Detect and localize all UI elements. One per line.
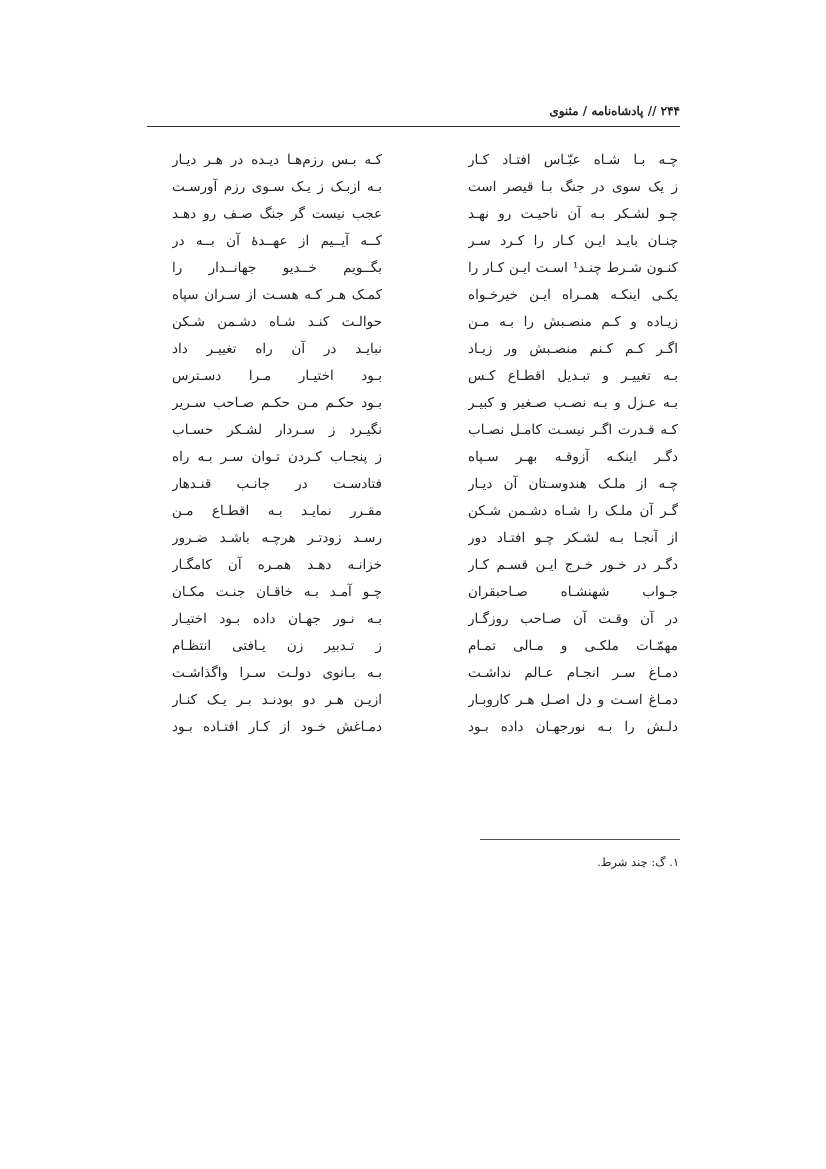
verse-line bbox=[160, 393, 680, 420]
second-hemistich: ز پنجـاب کـردن تـوان سـر بـه راه bbox=[172, 449, 382, 465]
first-hemistich: چنـان بایـد ایـن کـار را کـرد سـر bbox=[468, 233, 678, 249]
second-hemistich: بـه ازبـک ز یـک سـوی رزم آورسـت bbox=[172, 179, 382, 195]
verse-line bbox=[160, 258, 680, 285]
second-hemistich: ز تـدبیر زن یـافتی انتظـام bbox=[172, 638, 382, 654]
first-hemistich: بـه عـزل و بـه نصـب صـغیر و کبیـر bbox=[468, 395, 678, 411]
verse-line bbox=[160, 285, 680, 312]
header-rule bbox=[147, 126, 680, 127]
first-hemistich: در آن وقـت آن صـاحب روزگـار bbox=[468, 611, 678, 627]
first-hemistich: کنـون شـرط چنـد¹ اسـت ایـن کـار را bbox=[468, 260, 678, 276]
first-hemistich: چـه از ملـک هندوسـتان آن دیـار bbox=[468, 476, 678, 492]
first-hemistich: زیـاده و کـم منصـبش را بـه مـن bbox=[468, 314, 678, 330]
first-hemistich: یکـی اینکـه همـراه ایـن خیرخـواه bbox=[468, 287, 678, 303]
verse-line bbox=[160, 366, 680, 393]
verse-line bbox=[160, 555, 680, 582]
footnote: ۱. گ: چند شرط. bbox=[597, 855, 679, 869]
second-hemistich: عجب نیست گر جنگ صـف رو دهـد bbox=[172, 206, 382, 222]
second-hemistich: حوالـت کنـد شـاه دشـمن شـکن bbox=[172, 314, 382, 330]
verse-line bbox=[160, 177, 680, 204]
second-hemistich: بـود اختیـار مـرا دسـترس bbox=[172, 368, 382, 384]
second-hemistich: خزانـه دهـد همـره آن کامگـار bbox=[172, 557, 382, 573]
verse-line bbox=[160, 690, 680, 717]
second-hemistich: رسـد زودتـر هرچـه باشـد ضـرور bbox=[172, 530, 382, 546]
verse-line bbox=[160, 528, 680, 555]
second-hemistich: ازیـن هـر دو بودنـد بـر یـک کنـار bbox=[172, 692, 382, 708]
first-hemistich: بـه تغییـر و تبـدیل اقطـاع کـس bbox=[468, 368, 678, 384]
first-hemistich: کـه قـدرت اگـر نیسـت کامـل نصـاب bbox=[468, 422, 678, 438]
verse-line bbox=[160, 204, 680, 231]
header-separator: // bbox=[647, 104, 657, 118]
first-hemistich: گـر آن ملـک را شـاه دشـمن شـکن bbox=[468, 503, 678, 519]
verse-line bbox=[160, 582, 680, 609]
first-hemistich: دلـش را بـه نورجهـان داده بـود bbox=[468, 719, 678, 735]
first-hemistich: ز یک سوی در جنگ بـا قیصر است bbox=[468, 179, 678, 195]
second-hemistich: بـه بـانوی دولـت سـرا واگذاشـت bbox=[172, 665, 382, 681]
verse-line bbox=[160, 717, 680, 744]
first-hemistich: از آنجـا بـه لشـکر چـو افتـاد دور bbox=[468, 530, 678, 546]
second-hemistich: چـو آمـد بـه خاقـان جنـت مکـان bbox=[172, 584, 382, 600]
second-hemistich: کـه بـس رزم‌هـا دیـده در هـر دیـار bbox=[172, 152, 382, 168]
poem-body bbox=[160, 150, 680, 744]
second-hemistich: بگــویم خــدیو جهانــدار را bbox=[172, 260, 382, 276]
first-hemistich: دگـر در خـور خـرج ایـن قسـم کـار bbox=[468, 557, 678, 573]
running-header bbox=[147, 104, 680, 118]
second-hemistich: فتادسـت در جانـب قنـدهار bbox=[172, 476, 382, 492]
verse-line bbox=[160, 339, 680, 366]
verse-line bbox=[160, 663, 680, 690]
verse-line bbox=[160, 420, 680, 447]
page-number: ۲۴۴ bbox=[660, 104, 680, 118]
first-hemistich: چـه بـا شـاه عبّـاس افتـاد کـار bbox=[468, 152, 678, 168]
verse-line bbox=[160, 312, 680, 339]
book-title: پادشاه‌نامه / مثنوی bbox=[549, 104, 644, 118]
verse-line bbox=[160, 447, 680, 474]
first-hemistich: دگـر اینکـه آزوقـه بهـر سـپاه bbox=[468, 449, 678, 465]
verse-line bbox=[160, 474, 680, 501]
first-hemistich: مهمّـات ملکـی و مـالی تمـام bbox=[468, 638, 678, 654]
verse-line bbox=[160, 501, 680, 528]
first-hemistich: جـواب شهنشـاه صـاحبقران bbox=[468, 584, 678, 600]
second-hemistich: نبایـد در آن راه تغییـر داد bbox=[172, 341, 382, 357]
first-hemistich: اگـر کـم کـنم منصـبش ور زیـاد bbox=[468, 341, 678, 357]
second-hemistich: دمـاغش خـود از کـار افتـاده بـود bbox=[172, 719, 382, 735]
second-hemistich: مقـرر نمایـد بـه اقطـاع مـن bbox=[172, 503, 382, 519]
second-hemistich: کــه آیــیم از عهــدهٔ آن بــه در bbox=[172, 233, 382, 249]
footnote-rule bbox=[480, 839, 680, 840]
second-hemistich: کمـک هـر کـه هسـت از سـران سپاه bbox=[172, 287, 382, 303]
second-hemistich: نگیـرد ز سـردار لشـکر حسـاب bbox=[172, 422, 382, 438]
verse-line bbox=[160, 150, 680, 177]
verse-line bbox=[160, 636, 680, 663]
first-hemistich: چـو لشـکر بـه آن ناحیـت رو نهـد bbox=[468, 206, 678, 222]
verse-line bbox=[160, 231, 680, 258]
first-hemistich: دمـاغ سـر انجـام عـالم نداشـت bbox=[468, 665, 678, 681]
first-hemistich: دمـاغ اسـت و دل اصـل هـر کاروبـار bbox=[468, 692, 678, 708]
second-hemistich: بـه نـور جهـان داده بـود اختیـار bbox=[172, 611, 382, 627]
verse-line bbox=[160, 609, 680, 636]
second-hemistich: بـود حکـم مـن حکـم صـاحب سـریر bbox=[172, 395, 382, 411]
